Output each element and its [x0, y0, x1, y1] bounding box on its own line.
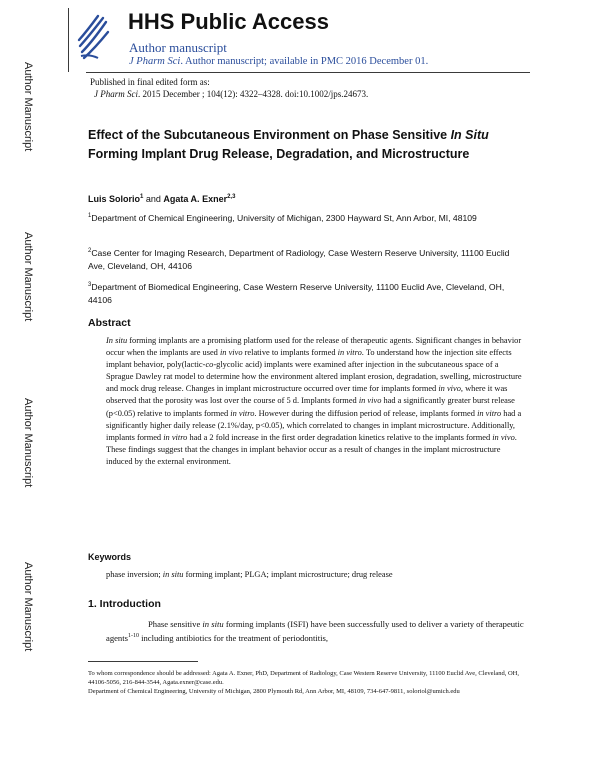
title-text: Effect of the Subcutaneous Environment on Phase Sensitive: [88, 128, 451, 142]
abstract-text: . However during the diffusion period of release, implants formed: [254, 408, 478, 418]
keyword-italic: in situ: [162, 570, 184, 579]
intro-text: forming implants (ISFI) have been successfully used to deliver a variety of therapeutic agents: [106, 619, 524, 644]
abstract-text: relative to implants formed: [242, 348, 338, 358]
availability-text: . Author manuscript; available in PMC 2016 December 01.: [180, 56, 429, 67]
abstract-text: had a significantly greater burst release (p<0.05) relative to implants formed: [106, 396, 515, 418]
header-vertical-rule: [68, 8, 69, 72]
affiliation-text: Department of Biomedical Engineering, Case Western Reserve University, 11100 Euclid Ave, Cleveland, OH, 44106: [88, 281, 505, 305]
keywords-heading: Keywords: [88, 552, 132, 562]
abstract-text: . These findings suggest that the changes in implant behavior occur as a result of changes in the implant microstructure induced by the external environment.: [106, 432, 517, 466]
reference-citation: 1-10: [127, 633, 139, 640]
journal-abbrev: J Pharm Sci: [129, 56, 181, 67]
affiliation-number: 2: [88, 248, 92, 254]
correspondence-footnote: To whom correspondence should be addressed: Agata A. Exner, PhD, Department of Radiology, Case Western Reserve University, 11100 Euclid Ave, Cleveland, OH, 44106-5056, 216-844-3544, Agata.exner@case.edu.: [88, 670, 519, 686]
abstract-italic: in vivo: [219, 348, 243, 358]
citation-details: . 2015 December ; 104(12): 4322–4328. doi:10.1002/jps.24673.: [138, 89, 369, 99]
intro-italic: in situ: [202, 619, 224, 629]
author-manuscript-label: Author manuscript: [129, 40, 227, 55]
keyword-text: forming implant; PLGA; implant microstructure; drug release: [183, 570, 393, 579]
abstract-body: [106, 335, 526, 468]
sidebar-label: Author Manuscript: [22, 398, 34, 488]
affiliation-number: 3: [88, 282, 92, 288]
abstract-italic: in vitro: [163, 432, 188, 442]
sidebar-label: Author Manuscript: [22, 232, 34, 322]
abstract-text: , where it was observed that the porosity was lost over the course of 5 d. Implants formed: [106, 384, 508, 406]
affiliation-number: 1: [88, 213, 92, 219]
affiliation-footnote: Department of Chemical Engineering, University of Michigan, 2800 Plymouth Rd, Ann Arbor, MI, 48109, 734-647-9811, soloriol@umich.edu: [88, 688, 460, 695]
abstract-italic: in vitro: [337, 348, 362, 358]
abstract-text: had a significantly higher daily release (2.1%/day, p<0.05), which correlated to changes in implant microstructure. Additionally, implants formed: [106, 408, 522, 442]
citation-journal: J Pharm Sci: [94, 89, 138, 99]
abstract-italic: in vitro: [230, 408, 255, 418]
sidebar-label: Author Manuscript: [22, 62, 34, 152]
author-affil-ref: 2,3: [227, 194, 236, 200]
abstract-italic: in vivo: [492, 432, 515, 442]
affiliation-text: Department of Chemical Engineering, University of Michigan, 2300 Hayward St, Ann Arbor, MI, 48109: [91, 212, 477, 223]
journal-availability-line: [129, 56, 428, 67]
author-name: Agata A. Exner: [163, 194, 228, 204]
affiliation-text: Case Center for Imaging Research, Department of Radiology, Case Western Reserve University, 11100 Euclid Ave, Cleveland, OH, 44106: [88, 247, 510, 271]
author-conjunction: and: [143, 194, 164, 204]
citation-line: [94, 89, 368, 99]
affiliation: [88, 279, 518, 307]
abstract-italic: in vitro: [477, 408, 502, 418]
intro-text: Phase sensitive: [148, 619, 203, 629]
keywords-list: [106, 570, 393, 579]
published-form-label: Published in final edited form as:: [90, 77, 210, 87]
header-horizontal-rule: [86, 72, 530, 73]
sidebar-label: Author Manuscript: [22, 562, 34, 652]
title-italic: In Situ: [450, 128, 489, 142]
affiliation: [88, 210, 518, 225]
article-title: [88, 126, 528, 164]
abstract-text: forming implants are a promising platform used for the release of therapeutic agents. Significant changes in behavior occur when the implants are used: [106, 336, 522, 358]
author-name: Luis Solorio: [88, 194, 141, 204]
author-manuscript-sidebar: [0, 0, 70, 776]
abstract-italic: In situ: [106, 336, 128, 345]
abstract-text: . To understand how the injection site effects implant behavior, poly(lactic-: [106, 348, 512, 370]
abstract-italic: in vivo: [358, 396, 382, 406]
author-list: [88, 194, 235, 204]
abstract-heading: Abstract: [88, 317, 131, 329]
title-text: Forming Implant Drug Release, Degradation, and Microstructure: [88, 147, 470, 161]
abstract-text: -glycolic acid) implants were examined after injection in the subcutaneous space of a Sprague Dawley rat model to determine how the environment altered implant erosion, degradation, swelling, microstructure and mock drug release. Changes in implant microstructure occurred over time for implants formed: [106, 360, 522, 394]
hhs-public-access-title: HHS Public Access: [128, 9, 329, 34]
affiliation: [88, 245, 518, 273]
footnote-rule: [88, 661, 198, 662]
abstract-italic: co: [205, 360, 214, 370]
intro-text: including antibiotics for the treatment of periodontitis,: [138, 633, 328, 644]
hhs-eagle-logo-icon: [76, 12, 110, 62]
abstract-text: had a 2 fold increase in the first order degradation kinetics relative to the implants formed: [187, 432, 493, 442]
abstract-italic: in vivo: [438, 384, 461, 394]
keyword-text: phase inversion;: [106, 570, 163, 579]
introduction-body: [106, 618, 526, 645]
introduction-heading: 1. Introduction: [88, 598, 161, 610]
author-affil-ref: 1: [140, 194, 144, 200]
